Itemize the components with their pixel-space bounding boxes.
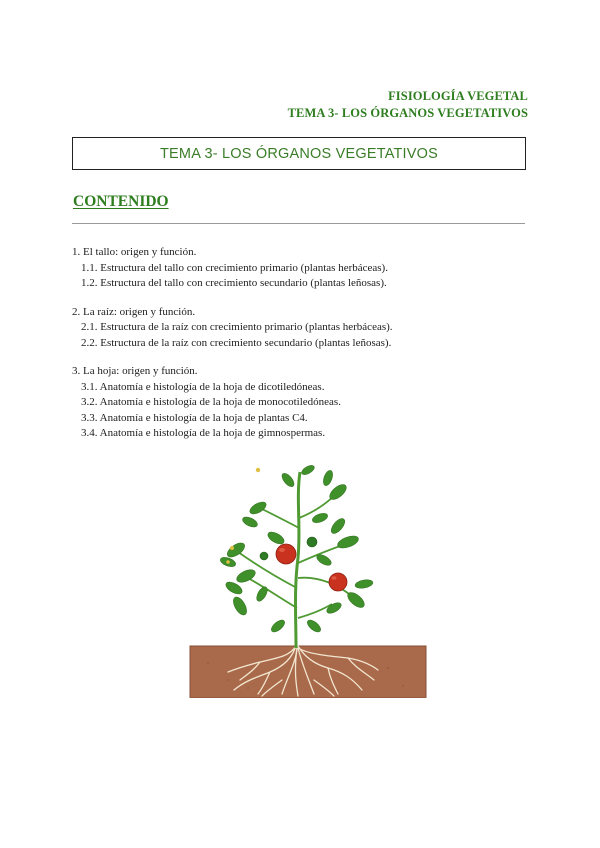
toc-group-root xyxy=(72,305,532,352)
tomato-plant-illustration xyxy=(188,458,428,698)
toc-item-2-1: 2.1. Estructura de la raíz con crecimiento primario (plantas herbáceas). xyxy=(81,321,393,333)
horizontal-rule xyxy=(72,223,525,224)
title-box xyxy=(72,137,526,170)
title-box-text: TEMA 3- LOS ÓRGANOS VEGETATIVOS xyxy=(160,145,438,162)
ripe-tomatoes xyxy=(276,544,347,591)
stem xyxy=(296,472,301,648)
toc-item-1-2: 1.2. Estructura del tallo con crecimiento secundario (plantas leñosas). xyxy=(81,277,387,289)
toc-item-3-3: 3.3. Anatomía e histología de la hoja de plantas C4. xyxy=(81,411,308,424)
header-subject: FISIOLOGÍA VEGETAL xyxy=(388,89,528,103)
section-heading-contenido: CONTENIDO xyxy=(73,193,169,210)
toc-item-3: 3. La hoja: origen y función. xyxy=(72,365,198,377)
toc-item-3-4: 3.4. Anatomía e histología de la hoja de gimnospermas. xyxy=(81,427,326,439)
soil-block xyxy=(190,646,426,698)
toc-item-3-2: 3.2. Anatomía e histología de la hoja de monocotiledóneas. xyxy=(81,396,341,408)
table-of-contents xyxy=(72,245,532,455)
toc-item-1-1: 1.1. Estructura del tallo con crecimiento primario (plantas herbáceas). xyxy=(81,261,388,274)
toc-item-2: 2. La raíz: origen y función. xyxy=(72,305,196,318)
toc-group-stem xyxy=(72,245,532,292)
document-header xyxy=(288,88,528,122)
toc-item-2-2: 2.2. Estructura de la raíz con crecimiento secundario (plantas leñosas). xyxy=(81,336,392,349)
toc-group-leaf xyxy=(72,364,532,442)
header-topic: TEMA 3- LOS ÓRGANOS VEGETATIVOS xyxy=(287,106,528,120)
toc-item-3-1: 3.1. Anatomía e histología de la hoja de dicotiledóneas. xyxy=(81,380,325,393)
toc-item-1: 1. El tallo: origen y función. xyxy=(72,246,197,258)
